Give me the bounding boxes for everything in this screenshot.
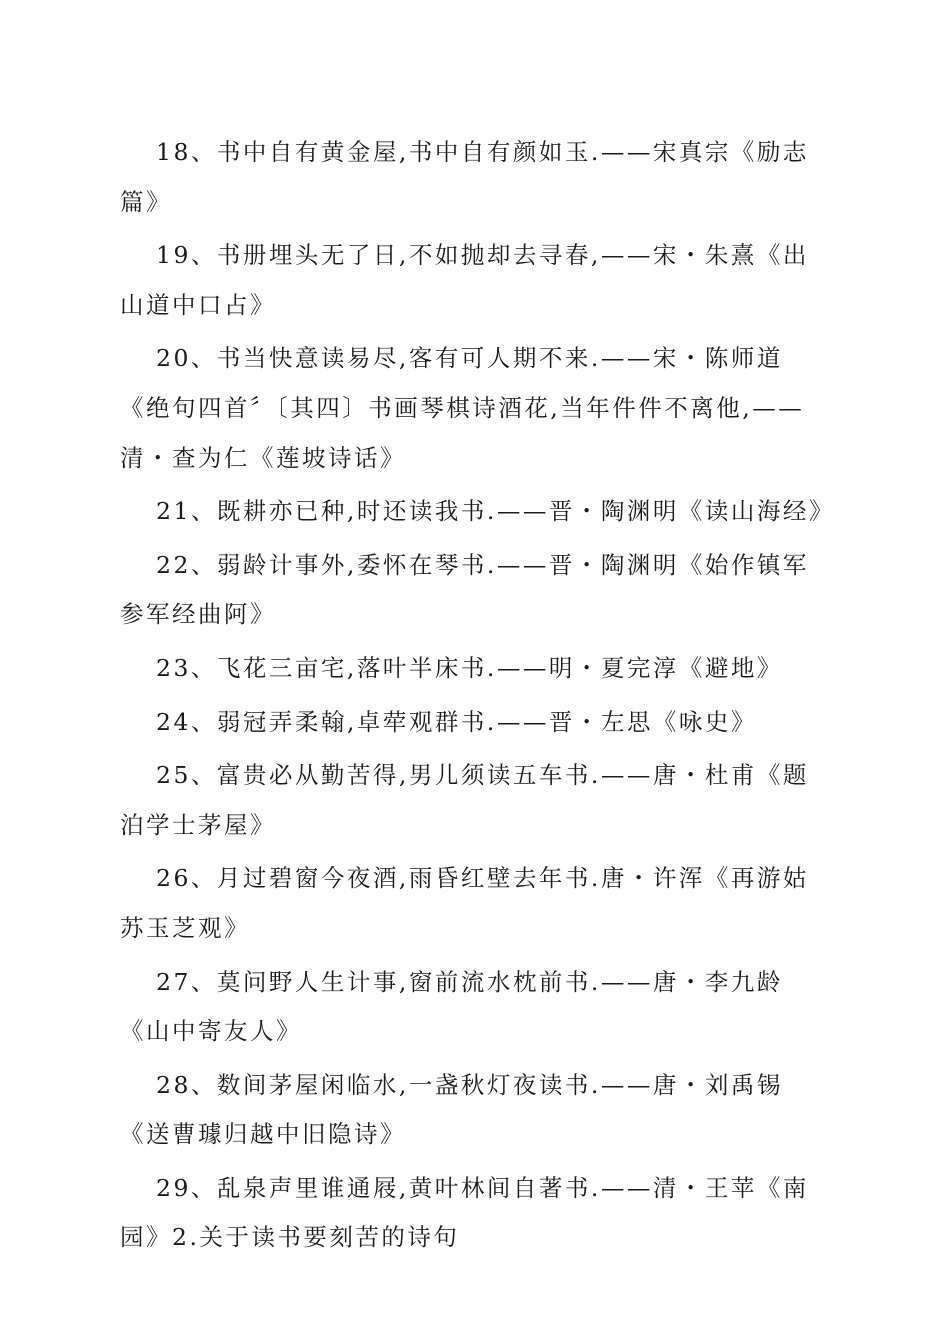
quote-paragraph-28: 28、数间茅屋闲临水,一盏秋灯夜读书.——唐・刘禹锡《送曹璩归越中旧隐诗》 [120,1070,783,1149]
quote-paragraph-23: 23、飞花三亩宅,落叶半床书.——明・夏完淳《避地》 [156,653,783,682]
quote-paragraph-22: 22、弱龄计事外,委怀在琴书.——晋・陶渊明《始作镇军参军经曲阿》 [120,550,809,629]
quote-paragraph-27: 27、莫问野人生计事,窗前流水枕前书.——唐・李九龄《山中寄友人》 [120,967,783,1046]
quote-paragraph-21: 21、既耕亦已种,时还读我书.——晋・陶渊明《读山海经》 [156,497,835,526]
quote-paragraph-20: 20、书当快意读易尽,客有可人期不来.——宋・陈师道《绝句四首〞〔其四〕书画琴棋诗酒花,当年件件不离他,——清・查为仁《莲坡诗话》 [120,344,805,472]
quote-paragraph-25: 25、富贵必从勤苦得,男儿须读五车书.——唐・杜甫《题泊学士茅屋》 [120,761,809,839]
document-body [120,128,835,1267]
quote-paragraph-18: 18、书中自有黄金屋,书中自有颜如玉.——宋真宗《励志篇》 [120,138,809,216]
quote-paragraph-26: 26、月过碧窗今夜酒,雨昏红壁去年书.唐・许浑《再游姑苏玉芝观》 [120,864,809,942]
quote-paragraph-24: 24、弱冠弄柔翰,卓荦观群书.——晋・左思《咏史》 [156,707,757,736]
quote-paragraph-29: 29、乱泉声里谁通屐,黄叶林间自著书.——清・王苹《南园》2.关于读书要刻苦的诗句 [120,1173,809,1252]
quote-paragraph-19: 19、书册埋头无了日,不如抛却去寻春,——宋・朱熹《出山道中口占》 [120,241,809,319]
